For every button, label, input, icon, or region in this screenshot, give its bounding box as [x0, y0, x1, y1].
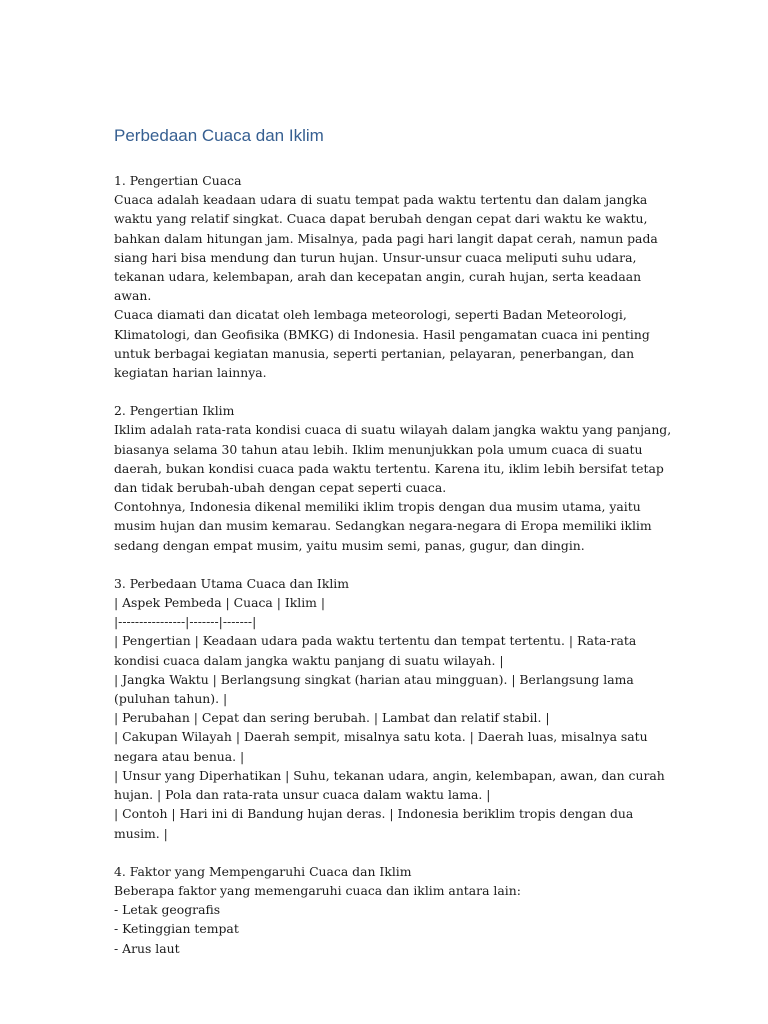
- section-faktor: [114, 862, 674, 958]
- section-pengertian-cuaca: [114, 171, 674, 382]
- table-header-row: | Aspek Pembeda | Cuaca | Iklim |: [114, 595, 326, 611]
- list-item: - Arus laut: [114, 940, 180, 956]
- paragraph: Cuaca adalah keadaan udara di suatu tempat pada waktu tertentu dan dalam jangka waktu yang relatif singkat. Cuaca dapat berubah dengan cepat dari waktu ke waktu, bahkan dalam hitungan jam. Misalnya, pada pagi hari langit dapat cerah, namun pada siang hari bisa mendung dan turun hujan. Unsur-unsur cuaca meliputi suhu udara, tekanan udara, kelembapan, arah dan kecepatan angin, curah hujan, serta keadaan awan.: [114, 192, 658, 304]
- paragraph: Cuaca diamati dan dicatat oleh lembaga meteorologi, seperti Badan Meteorologi, Klimatologi, dan Geofisika (BMKG) di Indonesia. Hasil pengamatan cuaca ini penting untuk berbagai kegiatan manusia, seperti pertanian, pelayaran, penerbangan, dan kegiatan harian lainnya.: [114, 307, 650, 381]
- section-perbedaan-utama: [114, 574, 674, 843]
- section-pengertian-iklim: [114, 401, 674, 555]
- table-separator-row: |----------------|-------|-------|: [114, 614, 257, 630]
- table-row: | Contoh | Hari ini di Bandung hujan deras. | Indonesia beriklim tropis dengan dua musim. |: [114, 806, 634, 841]
- section-heading: 3. Perbedaan Utama Cuaca dan Iklim: [114, 575, 349, 591]
- table-row: | Perubahan | Cepat dan sering berubah. | Lambat dan relatif stabil. |: [114, 710, 550, 726]
- table-row: | Cakupan Wilayah | Daerah sempit, misalnya satu kota. | Daerah luas, misalnya satu negara atau benua. |: [114, 729, 648, 764]
- section-heading: 4. Faktor yang Mempengaruhi Cuaca dan Iklim: [114, 863, 412, 879]
- list-item: - Ketinggian tempat: [114, 921, 239, 937]
- section-heading: 1. Pengertian Cuaca: [114, 173, 242, 188]
- section-heading: 2. Pengertian Iklim: [114, 403, 235, 419]
- paragraph: Iklim adalah rata-rata kondisi cuaca di suatu wilayah dalam jangka waktu yang panjang, biasanya selama 30 tahun atau lebih. Iklim menunjukkan pola umum cuaca di suatu daerah, bukan kondisi cuaca pada waktu tertentu. Karena itu, iklim lebih bersifat tetap dan tidak berubah-ubah dengan cepat seperti cuaca.: [114, 422, 672, 496]
- factor-list: [114, 900, 674, 958]
- paragraph: Contohnya, Indonesia dikenal memiliki iklim tropis dengan dua musim utama, yaitu musim hujan dan musim kemarau. Sedangkan negara-negara di Eropa memiliki iklim sedang dengan empat musim, yaitu musim semi, panas, gugur, dan dingin.: [114, 499, 652, 553]
- table-row: | Unsur yang Diperhatikan | Suhu, tekanan udara, angin, kelembapan, awan, dan curah hujan. | Pola dan rata-rata unsur cuaca dalam waktu lama. |: [114, 767, 665, 803]
- document-body: [114, 124, 674, 977]
- paragraph: Beberapa faktor yang memengaruhi cuaca dan iklim antara lain:: [114, 882, 521, 898]
- document-title: Perbedaan Cuaca dan Iklim: [114, 126, 324, 145]
- list-item: - Letak geografis: [114, 902, 221, 918]
- table-row: | Jangka Waktu | Berlangsung singkat (harian atau mingguan). | Berlangsung lama (puluhan tahun). |: [114, 671, 634, 707]
- table-row: | Pengertian | Keadaan udara pada waktu tertentu dan tempat tertentu. | Rata-rata kondisi cuaca dalam jangka waktu panjang di suatu wilayah. |: [114, 633, 637, 668]
